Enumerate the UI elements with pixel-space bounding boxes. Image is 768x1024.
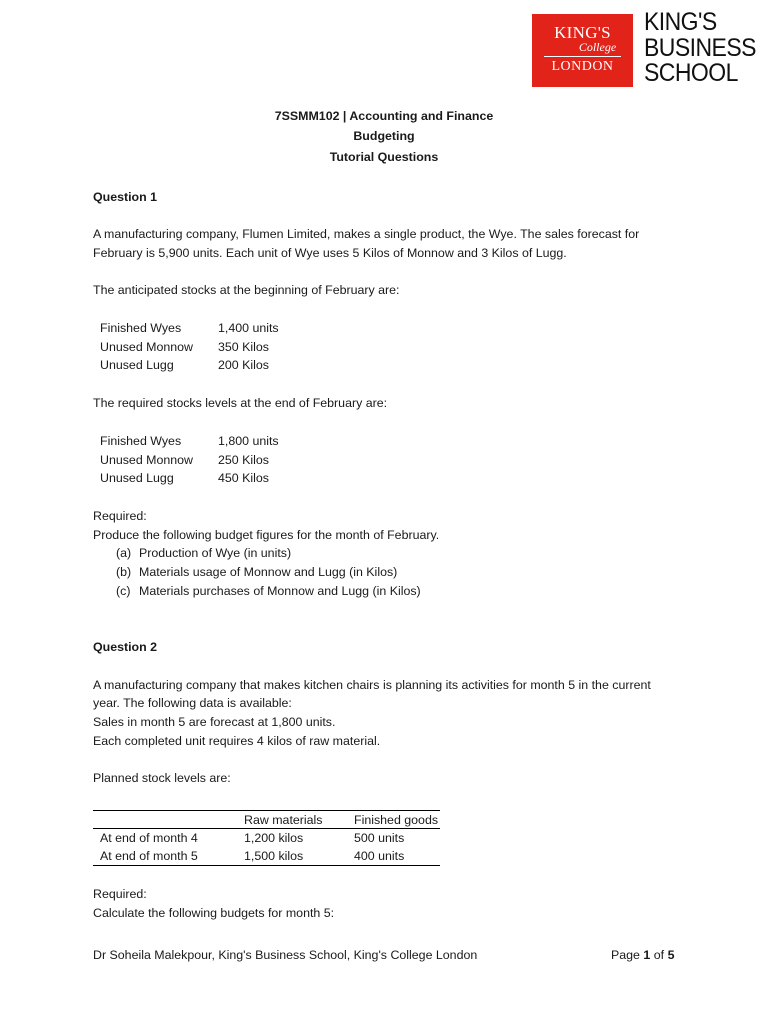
q2-intro-line-2: year. The following data is available: bbox=[93, 696, 292, 710]
of-word: of bbox=[653, 948, 665, 962]
part-label: (a) bbox=[116, 546, 132, 560]
q1-intro-line-1: A manufacturing company, Flumen Limited, makes a single product, the Wye. The sales forecast for bbox=[93, 227, 640, 241]
opening-qty: 350 Kilos bbox=[218, 340, 269, 354]
question-1-heading: Question 1 bbox=[93, 190, 158, 204]
part-label: (c) bbox=[116, 584, 131, 598]
table-row bbox=[93, 829, 440, 848]
planned-stock-table bbox=[93, 810, 440, 866]
table-header-row bbox=[93, 811, 440, 829]
table-cell: 1,500 kilos bbox=[244, 847, 354, 866]
table-header-cell: Raw materials bbox=[244, 811, 354, 829]
q2-instruction: Calculate the following budgets for month 5: bbox=[93, 906, 335, 920]
wordmark-line-3: SCHOOL bbox=[644, 59, 738, 87]
q1-opening-stocks-label: The anticipated stocks at the beginning of February are: bbox=[93, 283, 400, 297]
opening-item: Unused Lugg bbox=[100, 358, 174, 372]
q2-material-line: Each completed unit requires 4 kilos of raw material. bbox=[93, 734, 381, 748]
footer-author: Dr Soheila Malekpour, King's Business School, King's College London bbox=[93, 948, 478, 962]
table-header-cell: Finished goods bbox=[354, 812, 439, 827]
page-total: 5 bbox=[667, 948, 675, 962]
table-cell: 400 units bbox=[354, 847, 440, 866]
question-2-heading: Question 2 bbox=[93, 640, 158, 654]
logo-london-text: LONDON bbox=[551, 59, 614, 74]
table-cell: 500 units bbox=[354, 831, 405, 845]
q2-sales-line: Sales in month 5 are forecast at 1,800 units. bbox=[93, 715, 336, 729]
logo-rule bbox=[544, 56, 621, 57]
q1-closing-stocks-label: The required stocks levels at the end of February are: bbox=[93, 396, 388, 410]
closing-item: Unused Lugg bbox=[100, 471, 174, 485]
opening-item: Unused Monnow bbox=[100, 340, 193, 354]
table-cell: At end of month 5 bbox=[93, 847, 244, 866]
q1-required-label: Required: bbox=[93, 509, 147, 523]
business-school-wordmark bbox=[644, 10, 754, 87]
tutorial-subtitle: Tutorial Questions bbox=[329, 150, 439, 164]
part-text: Materials purchases of Monnow and Lugg (in Kilos) bbox=[139, 584, 421, 598]
closing-item: Unused Monnow bbox=[100, 453, 193, 467]
table-header-cell bbox=[93, 811, 244, 829]
page-current: 1 bbox=[643, 948, 651, 962]
q2-required-label: Required: bbox=[93, 887, 147, 901]
opening-qty: 200 Kilos bbox=[218, 358, 269, 372]
logo-kings-text: KING'S bbox=[554, 23, 611, 42]
logo-college-text: College bbox=[578, 40, 617, 54]
footer-page-number bbox=[611, 948, 674, 962]
page-word: Page bbox=[611, 948, 640, 962]
part-text: Production of Wye (in units) bbox=[139, 546, 292, 560]
q1-instruction: Produce the following budget figures for the month of February. bbox=[93, 528, 440, 542]
closing-qty: 450 Kilos bbox=[218, 471, 269, 485]
table-row bbox=[93, 847, 440, 866]
table-cell: 1,200 kilos bbox=[244, 831, 304, 845]
topic-title: Budgeting bbox=[353, 129, 415, 143]
wordmark-line-2: BUSINESS bbox=[644, 33, 756, 62]
q2-intro-line-1: A manufacturing company that makes kitchen chairs is planning its activities for month 5 in the current bbox=[93, 678, 651, 692]
opening-qty: 1,400 units bbox=[218, 321, 279, 335]
closing-item: Finished Wyes bbox=[100, 434, 182, 448]
closing-qty: 250 Kilos bbox=[218, 453, 269, 467]
part-label: (b) bbox=[116, 565, 132, 579]
wordmark-line-1: KING'S bbox=[644, 8, 717, 36]
closing-qty: 1,800 units bbox=[218, 434, 279, 448]
part-text: Materials usage of Monnow and Lugg (in Kilos) bbox=[139, 565, 398, 579]
q2-planned-label: Planned stock levels are: bbox=[93, 771, 231, 785]
q1-intro-line-2: February is 5,900 units. Each unit of Wye uses 5 Kilos of Monnow and 3 Kilos of Lugg. bbox=[93, 246, 567, 260]
course-title: 7SSMM102 | Accounting and Finance bbox=[274, 109, 494, 123]
opening-item: Finished Wyes bbox=[100, 321, 182, 335]
table-cell: At end of month 4 bbox=[100, 831, 198, 845]
kings-college-london-logo bbox=[532, 14, 633, 87]
